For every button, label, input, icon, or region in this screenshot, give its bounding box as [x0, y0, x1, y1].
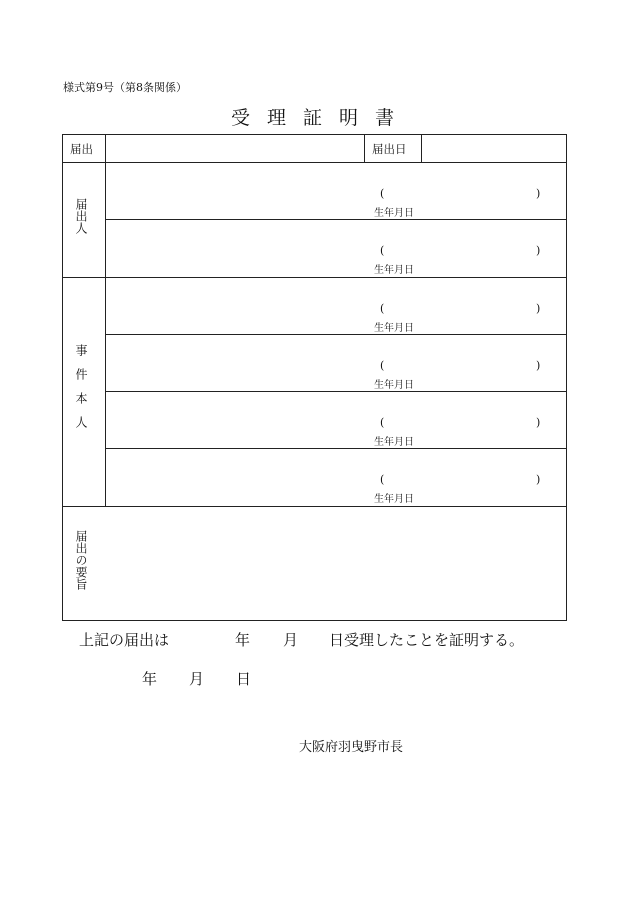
certification-day-suffix: 日受理したことを証明する。: [329, 631, 525, 649]
issuer-name: 大阪府羽曳野市長: [299, 740, 404, 755]
issue-day: 日: [236, 670, 252, 688]
birth-date-label: 生年月日: [374, 208, 414, 219]
paren-close: ): [536, 244, 541, 257]
paren-open: (: [380, 187, 385, 200]
issue-month: 月: [189, 670, 205, 688]
page-title: 受理証明書: [230, 107, 411, 129]
paren-close: ): [536, 416, 541, 429]
youshi-label: 届出の要旨: [74, 530, 88, 590]
paren-close: ): [536, 473, 541, 486]
paren-open: (: [380, 302, 385, 315]
issue-year: 年: [142, 670, 158, 688]
youshi-field[interactable]: [106, 507, 565, 619]
certification-month: 月: [283, 631, 299, 649]
todokede-label: 届出: [70, 142, 93, 156]
paren-open: (: [380, 359, 385, 372]
todokede-date-field[interactable]: [422, 135, 565, 162]
certification-year: 年: [235, 631, 251, 649]
paren-close: ): [536, 359, 541, 372]
todokedenin-label: 届出人: [74, 198, 88, 234]
paren-open: (: [380, 244, 385, 257]
certification-prefix: 上記の届出は: [79, 631, 170, 649]
birth-date-label: 生年月日: [374, 380, 414, 391]
person-row[interactable]: [106, 220, 565, 277]
person-row[interactable]: [106, 449, 565, 506]
paren-close: ): [536, 187, 541, 200]
paren-open: (: [380, 416, 385, 429]
person-row[interactable]: [106, 163, 565, 219]
todokede-date-label: 届出日: [372, 142, 407, 156]
person-row[interactable]: [106, 335, 565, 391]
birth-date-label: 生年月日: [374, 437, 414, 448]
paren-open: (: [380, 473, 385, 486]
birth-date-label: 生年月日: [374, 265, 414, 276]
form-number: 様式第9号（第8条関係）: [63, 81, 187, 94]
birth-date-label: 生年月日: [374, 494, 414, 505]
jiken-honnin-label: 事件本人: [74, 344, 88, 440]
birth-date-label: 生年月日: [374, 323, 414, 334]
todokede-type-field[interactable]: [106, 135, 363, 162]
person-row[interactable]: [106, 278, 565, 334]
paren-close: ): [536, 302, 541, 315]
person-row[interactable]: [106, 392, 565, 448]
